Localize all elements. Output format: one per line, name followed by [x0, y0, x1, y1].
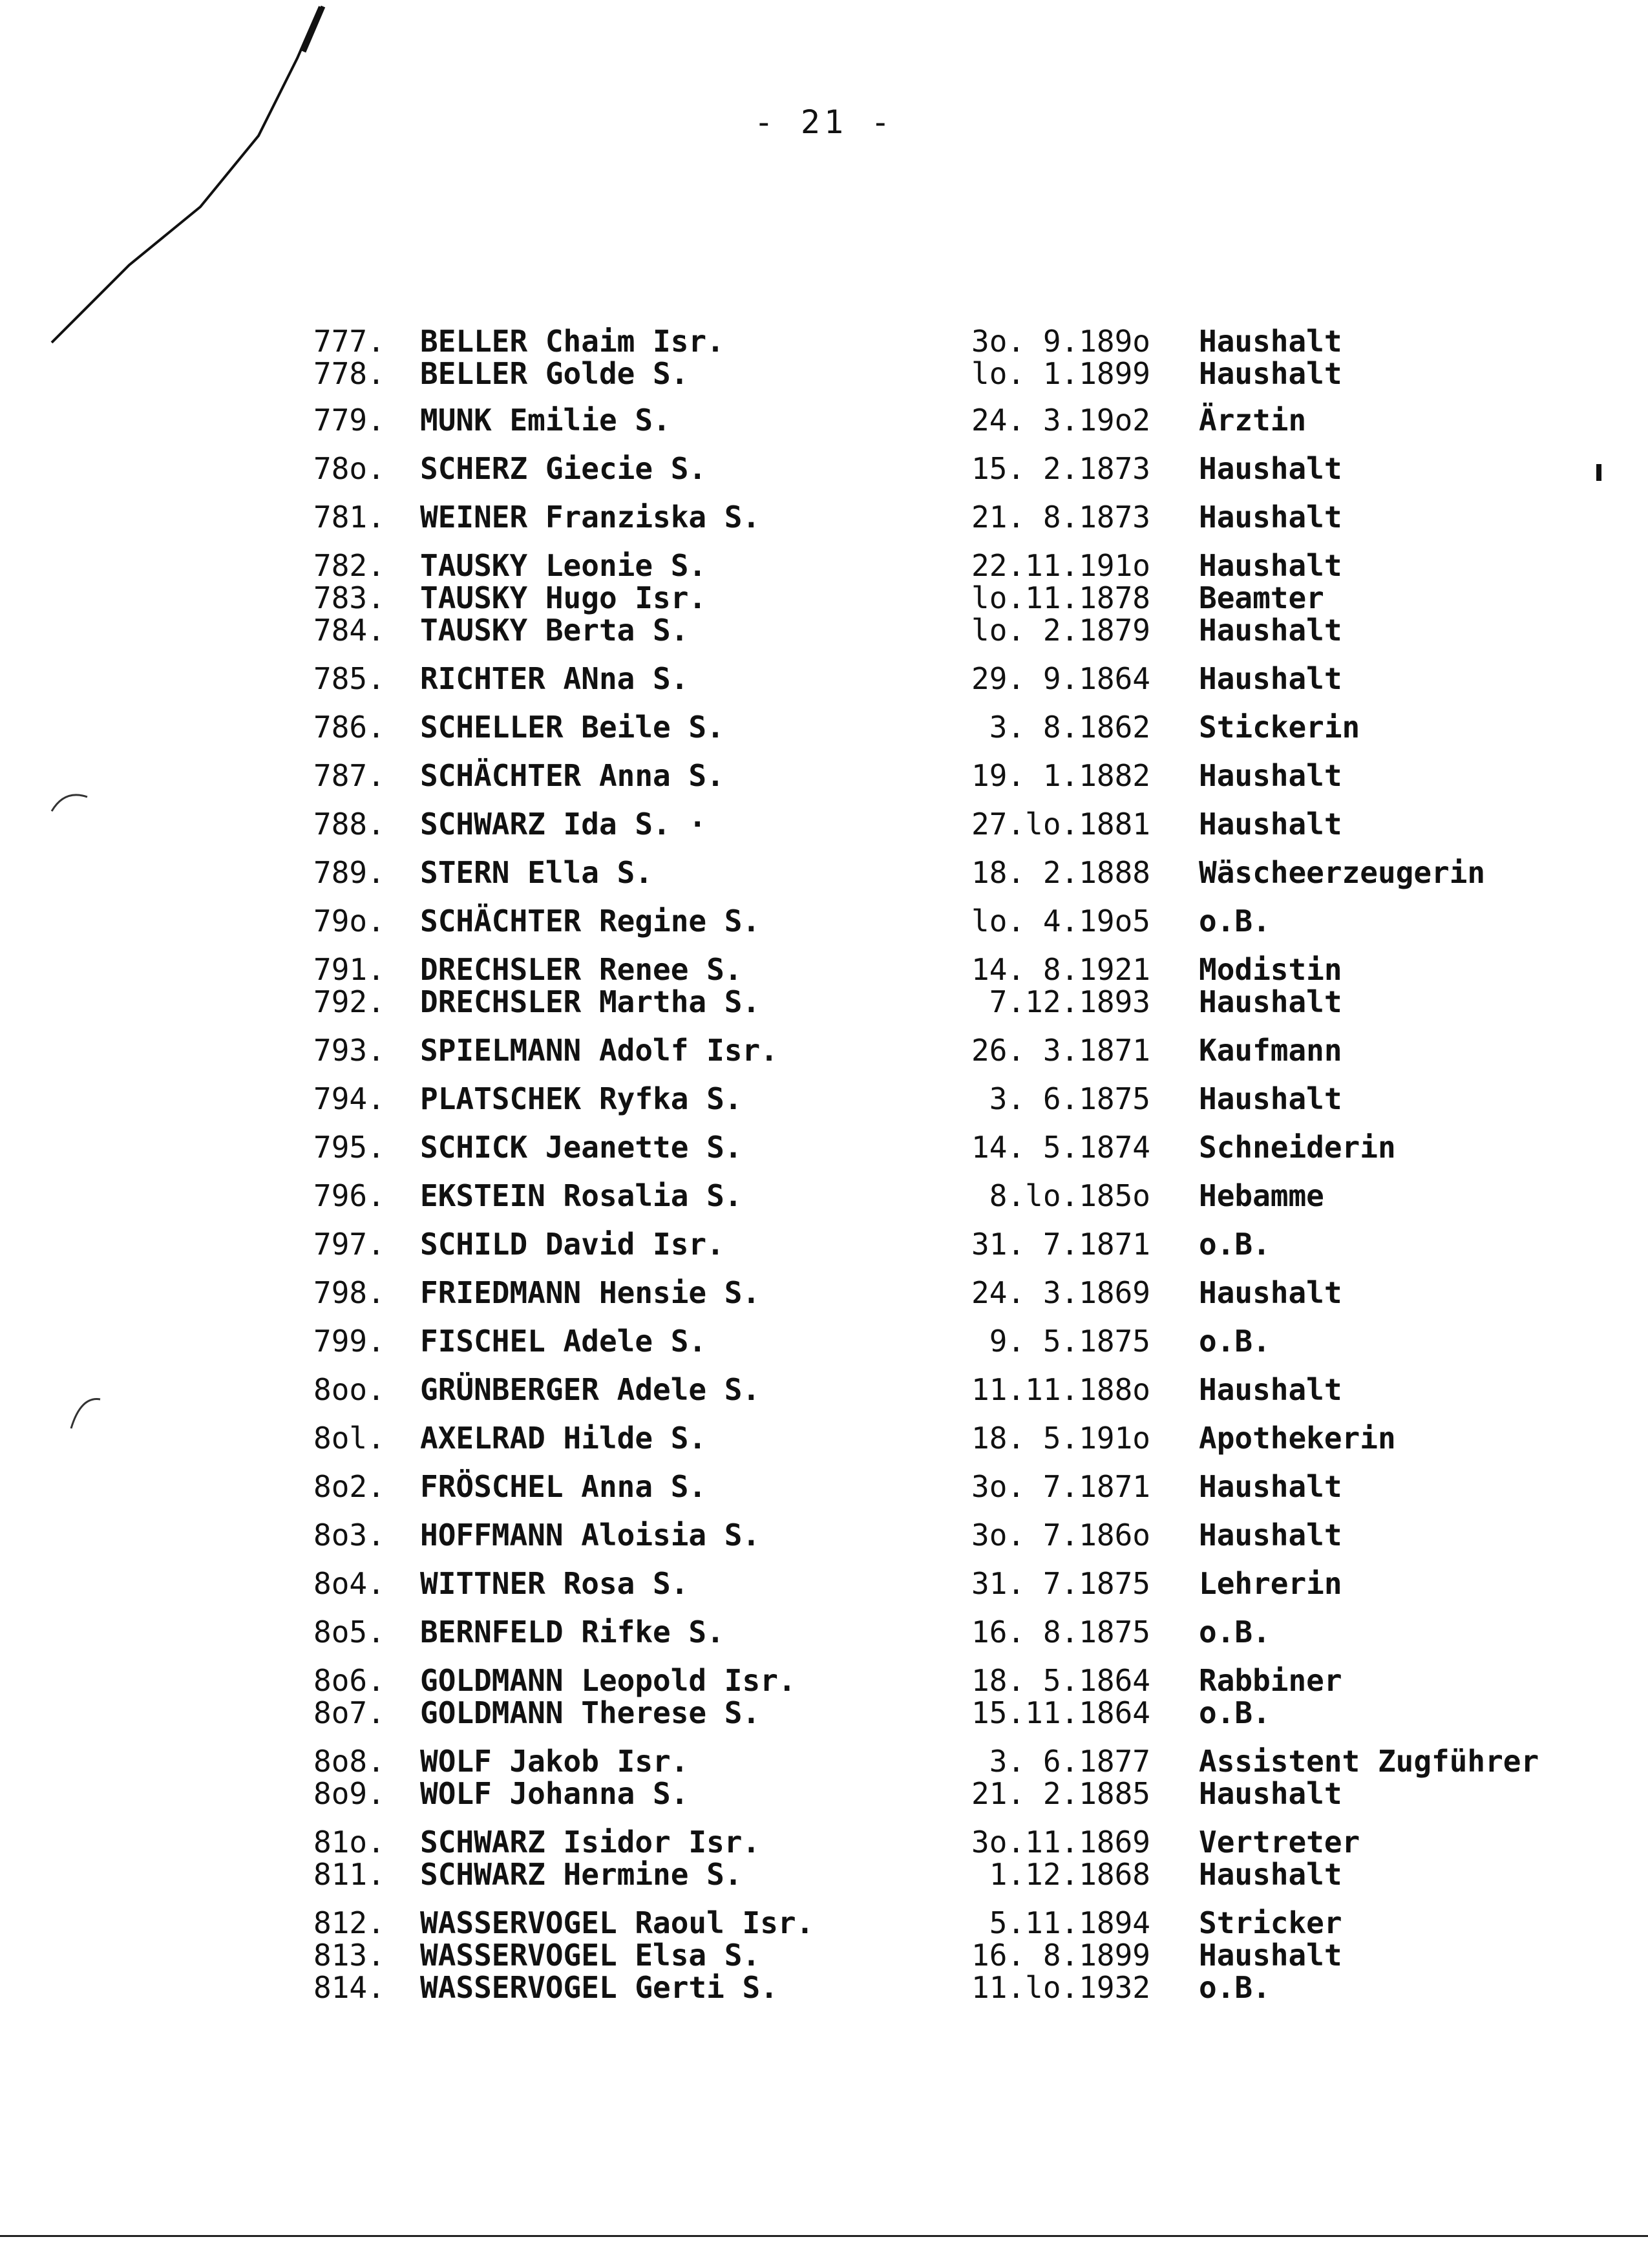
entry-name: SCHÄCHTER Regine S.	[420, 904, 761, 938]
entry-birthdate: 24. 3.19o2	[971, 403, 1150, 438]
list-item	[0, 582, 1648, 614]
entry-number: 785.	[313, 661, 385, 696]
list-item	[0, 986, 1648, 1018]
list-item	[0, 404, 1648, 436]
entry-number: 797.	[313, 1227, 385, 1262]
entry-name: BERNFELD Rifke S.	[420, 1615, 724, 1649]
entry-birthdate: 14. 5.1874	[971, 1130, 1150, 1165]
entry-name: BELLER Golde S.	[420, 356, 689, 391]
entry-occupation: Lehrerin	[1199, 1566, 1342, 1601]
entry-name: WOLF Jakob Isr.	[420, 1744, 689, 1779]
entry-birthdate: 16. 8.1875	[971, 1615, 1150, 1649]
list-item	[0, 1858, 1648, 1891]
entry-name: SCHÄCHTER Anna S.	[420, 758, 724, 793]
entry-name: GRÜNBERGER Adele S.	[420, 1372, 761, 1407]
entry-name: FISCHEL Adele S.	[420, 1324, 707, 1359]
entry-occupation: Stickerin	[1199, 710, 1360, 745]
list-item	[0, 1777, 1648, 1810]
entry-number: 784.	[313, 613, 385, 648]
entry-name: SCHWARZ Isidor Isr.	[420, 1825, 761, 1860]
entry-number: 81o.	[313, 1825, 385, 1860]
entry-name: SCHICK Jeanette S.	[420, 1130, 743, 1165]
entry-occupation: Schneiderin	[1199, 1130, 1396, 1165]
list-item	[0, 711, 1648, 743]
entry-name: WASSERVOGEL Raoul Isr.	[420, 1905, 814, 1940]
entry-occupation: o.B.	[1199, 1970, 1271, 2005]
entry-name: WEINER Franziska S.	[420, 500, 761, 535]
entry-number: 787.	[313, 758, 385, 793]
entry-name: DRECHSLER Martha S.	[420, 984, 761, 1019]
entry-number: 8o4.	[313, 1566, 385, 1601]
entry-number: 8ol.	[313, 1421, 385, 1456]
entry-occupation: Haushalt	[1199, 984, 1342, 1019]
entry-name: WOLF Johanna S.	[420, 1776, 689, 1811]
entry-occupation: Apothekerin	[1199, 1421, 1396, 1456]
entry-number: 783.	[313, 580, 385, 615]
entry-name: BELLER Chaim Isr.	[420, 324, 724, 359]
entry-occupation: Haushalt	[1199, 356, 1342, 391]
list-item	[0, 1826, 1648, 1858]
entry-name: SPIELMANN Adolf Isr.	[420, 1033, 778, 1068]
entry-number: 789.	[313, 855, 385, 890]
list-item	[0, 1470, 1648, 1503]
entry-occupation: Haushalt	[1199, 451, 1342, 486]
entry-name: SCHERZ Giecie S.	[420, 451, 707, 486]
entry-number: 795.	[313, 1130, 385, 1165]
entry-number: 786.	[313, 710, 385, 745]
entry-birthdate: 22.11.191o	[971, 548, 1150, 583]
entry-name: TAUSKY Hugo Isr.	[420, 580, 707, 615]
list-item	[0, 1745, 1648, 1777]
entry-birthdate: lo.11.1878	[971, 580, 1150, 615]
entry-occupation: Haushalt	[1199, 807, 1342, 842]
entry-occupation: Haushalt	[1199, 613, 1342, 648]
entry-number: 788.	[313, 807, 385, 842]
page-number: - 21 -	[754, 103, 894, 141]
entry-occupation: Haushalt	[1199, 1938, 1342, 1973]
entry-name: HOFFMANN Aloisia S.	[420, 1518, 761, 1553]
entry-birthdate: lo. 4.19o5	[971, 904, 1150, 938]
entry-occupation: Haushalt	[1199, 1372, 1342, 1407]
entry-birthdate: 29. 9.1864	[971, 661, 1150, 696]
entry-name: SCHWARZ Ida S. ·	[420, 807, 707, 842]
entry-name: AXELRAD Hilde S.	[420, 1421, 707, 1456]
entry-number: 812.	[313, 1905, 385, 1940]
list-item	[0, 953, 1648, 986]
entry-birthdate: 8.lo.185o	[989, 1178, 1150, 1213]
list-item	[0, 905, 1648, 937]
entry-occupation: Assistent Zugführer	[1199, 1744, 1539, 1779]
entry-birthdate: 15.11.1864	[971, 1695, 1150, 1730]
list-item	[0, 614, 1648, 646]
entry-occupation: Kaufmann	[1199, 1033, 1342, 1068]
entry-birthdate: 19. 1.1882	[971, 758, 1150, 793]
entry-occupation: Haushalt	[1199, 1275, 1342, 1310]
entry-name: SCHILD David Isr.	[420, 1227, 724, 1262]
entry-birthdate: 3o. 7.186o	[971, 1518, 1150, 1553]
entry-name: SCHELLER Beile S.	[420, 710, 724, 745]
entry-name: WASSERVOGEL Gerti S.	[420, 1970, 778, 2005]
entry-occupation: Haushalt	[1199, 324, 1342, 359]
entry-number: 8o3.	[313, 1518, 385, 1553]
bottom-scan-line	[0, 2235, 1648, 2237]
entry-number: 779.	[313, 403, 385, 438]
entry-birthdate: 18. 2.1888	[971, 855, 1150, 890]
entry-number: 799.	[313, 1324, 385, 1359]
list-item	[0, 1422, 1648, 1454]
entry-birthdate: 3. 8.1862	[989, 710, 1150, 745]
entry-number: 777.	[313, 324, 385, 359]
list-item	[0, 1971, 1648, 2004]
entry-name: FRÖSCHEL Anna S.	[420, 1469, 707, 1504]
entry-name: EKSTEIN Rosalia S.	[420, 1178, 743, 1213]
entry-occupation: Stricker	[1199, 1905, 1342, 1940]
entry-birthdate: 1.12.1868	[989, 1857, 1150, 1892]
entry-birthdate: 31. 7.1875	[971, 1566, 1150, 1601]
entry-occupation: Haushalt	[1199, 661, 1342, 696]
list-item	[0, 452, 1648, 485]
entry-number: 8o2.	[313, 1469, 385, 1504]
entry-number: 811.	[313, 1857, 385, 1892]
entry-birthdate: 24. 3.1869	[971, 1275, 1150, 1310]
entry-name: FRIEDMANN Hensie S.	[420, 1275, 761, 1310]
entry-occupation: Haushalt	[1199, 1081, 1342, 1116]
entry-birthdate: 3o. 9.189o	[971, 324, 1150, 359]
entry-birthdate: 3o.11.1869	[971, 1825, 1150, 1860]
list-item	[0, 1697, 1648, 1729]
list-item	[0, 1567, 1648, 1600]
list-item	[0, 856, 1648, 889]
entry-name: GOLDMANN Therese S.	[420, 1695, 761, 1730]
entry-birthdate: lo. 2.1879	[971, 613, 1150, 648]
entry-occupation: Hebamme	[1199, 1178, 1324, 1213]
entry-name: MUNK Emilie S.	[420, 403, 671, 438]
list-item	[0, 759, 1648, 792]
entry-number: 814.	[313, 1970, 385, 2005]
list-item	[0, 1228, 1648, 1260]
entry-birthdate: 11.11.188o	[971, 1372, 1150, 1407]
entry-occupation: Haushalt	[1199, 1469, 1342, 1504]
entry-number: 782.	[313, 548, 385, 583]
entry-number: 8o7.	[313, 1695, 385, 1730]
entry-occupation: Haushalt	[1199, 548, 1342, 583]
entry-occupation: o.B.	[1199, 1227, 1271, 1262]
entry-birthdate: 18. 5.191o	[971, 1421, 1150, 1456]
entry-occupation: Rabbiner	[1199, 1663, 1342, 1698]
entry-number: 78o.	[313, 451, 385, 486]
entry-birthdate: 21. 8.1873	[971, 500, 1150, 535]
entry-birthdate: 3. 6.1877	[989, 1744, 1150, 1779]
entry-birthdate: 18. 5.1864	[971, 1663, 1150, 1698]
entry-occupation: Haushalt	[1199, 1857, 1342, 1892]
list-item	[0, 1907, 1648, 1939]
entry-occupation: Haushalt	[1199, 1518, 1342, 1553]
list-item	[0, 662, 1648, 695]
entry-birthdate: 26. 3.1871	[971, 1033, 1150, 1068]
entry-number: 8o8.	[313, 1744, 385, 1779]
entry-name: PLATSCHEK Ryfka S.	[420, 1081, 743, 1116]
entry-birthdate: 3o. 7.1871	[971, 1469, 1150, 1504]
entry-number: 778.	[313, 356, 385, 391]
entry-occupation: Beamter	[1199, 580, 1324, 615]
entry-birthdate: 5.11.1894	[989, 1905, 1150, 1940]
corner-fold-line	[0, 0, 388, 362]
list-item	[0, 1180, 1648, 1212]
entry-birthdate: 3. 6.1875	[989, 1081, 1150, 1116]
list-item	[0, 357, 1648, 390]
entry-number: 8oo.	[313, 1372, 385, 1407]
entry-occupation: Vertreter	[1199, 1825, 1360, 1860]
entry-number: 798.	[313, 1275, 385, 1310]
entry-occupation: Ärztin	[1199, 403, 1307, 438]
entry-number: 791.	[313, 952, 385, 987]
entry-birthdate: 14. 8.1921	[971, 952, 1150, 987]
entry-number: 792.	[313, 984, 385, 1019]
entry-birthdate: 16. 8.1899	[971, 1938, 1150, 1973]
entry-name: TAUSKY Berta S.	[420, 613, 689, 648]
entry-occupation: Haushalt	[1199, 1776, 1342, 1811]
entry-occupation: o.B.	[1199, 1695, 1271, 1730]
entry-occupation: o.B.	[1199, 904, 1271, 938]
list-item	[0, 1131, 1648, 1163]
entry-name: TAUSKY Leonie S.	[420, 548, 707, 583]
list-item	[0, 501, 1648, 533]
entry-occupation: Modistin	[1199, 952, 1342, 987]
entry-birthdate: 9. 5.1875	[989, 1324, 1150, 1359]
entry-occupation: Haushalt	[1199, 500, 1342, 535]
entry-number: 796.	[313, 1178, 385, 1213]
entry-name: WASSERVOGEL Elsa S.	[420, 1938, 761, 1973]
entry-birthdate: 11.lo.1932	[971, 1970, 1150, 2005]
list-item	[0, 808, 1648, 840]
entry-number: 793.	[313, 1033, 385, 1068]
entry-birthdate: 15. 2.1873	[971, 451, 1150, 486]
entry-number: 781.	[313, 500, 385, 535]
list-item	[0, 1616, 1648, 1648]
list-item	[0, 1277, 1648, 1309]
entry-name: STERN Ella S.	[420, 855, 653, 890]
entry-occupation: Haushalt	[1199, 758, 1342, 793]
list-item	[0, 1373, 1648, 1406]
entry-birthdate: 31. 7.1871	[971, 1227, 1150, 1262]
entry-occupation: o.B.	[1199, 1615, 1271, 1649]
list-item	[0, 325, 1648, 357]
entry-number: 8o9.	[313, 1776, 385, 1811]
entry-number: 794.	[313, 1081, 385, 1116]
entry-number: 8o6.	[313, 1663, 385, 1698]
entry-name: GOLDMANN Leopold Isr.	[420, 1663, 796, 1698]
list-item	[0, 1664, 1648, 1697]
entry-birthdate: 27.lo.1881	[971, 807, 1150, 842]
entry-name: RICHTER ANna S.	[420, 661, 689, 696]
list-item	[0, 1325, 1648, 1357]
entry-number: 813.	[313, 1938, 385, 1973]
entry-birthdate: 21. 2.1885	[971, 1776, 1150, 1811]
entry-occupation: o.B.	[1199, 1324, 1271, 1359]
entry-name: SCHWARZ Hermine S.	[420, 1857, 743, 1892]
entry-number: 8o5.	[313, 1615, 385, 1649]
list-item	[0, 1519, 1648, 1551]
list-item	[0, 1083, 1648, 1115]
list-item	[0, 1939, 1648, 1971]
list-item	[0, 1034, 1648, 1066]
entry-name: DRECHSLER Renee S.	[420, 952, 743, 987]
entry-name: WITTNER Rosa S.	[420, 1566, 689, 1601]
list-item	[0, 549, 1648, 582]
entry-number: 79o.	[313, 904, 385, 938]
entry-birthdate: lo. 1.1899	[971, 356, 1150, 391]
entry-birthdate: 7.12.1893	[989, 984, 1150, 1019]
entry-occupation: Wäscheerzeugerin	[1199, 855, 1486, 890]
